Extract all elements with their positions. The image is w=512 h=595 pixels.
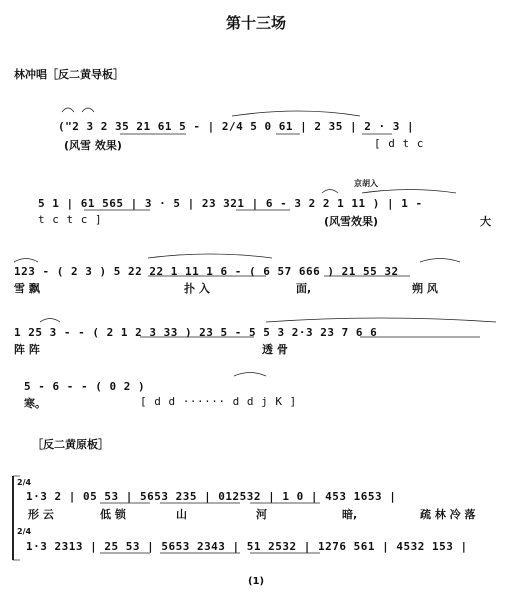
score-line-4: 1 25 3 - - ( 2 1 2 3 33 ) 23 5 - 5 5 3 2·3 23 7 6 6 [14, 326, 378, 339]
aria-header: 林冲唱［反二黄导板］ [14, 68, 124, 81]
banqiang-header: ［反二黄原板］ [32, 438, 109, 451]
slur-line1 [232, 111, 360, 116]
lyrics-line-2-end: 大 [480, 215, 491, 228]
lyrics-line-4a: 阵 阵 [14, 343, 40, 356]
lyrics-row-f: 疏 林 冷 落 [420, 508, 476, 521]
percussion-line-5: [ d d ······ d d j K ] [140, 395, 297, 408]
score-line-2: 5 1 | 61 565 | 3 · 5 | 23 321 | 6 - 3 2 2 1 11 ) | 1 - [38, 197, 423, 210]
time-signature-accomp: 2/4 [17, 527, 32, 536]
lyrics-line-5: 寒。 [24, 397, 46, 410]
score-line-3: 123 - ( 2 3 ) 5 22 22 1 11 1 6 - ( 6 57 666 ) 21 55 32 [14, 265, 399, 278]
lyrics-row-d: 河 [256, 508, 267, 521]
lyrics-line-3b: 扑 入 [184, 282, 210, 295]
percussion-line-1: [ d t c [374, 137, 424, 150]
jinghu-entry-label: 京胡入 [354, 179, 378, 188]
lyrics-line-2: (风雪效果) [324, 215, 379, 228]
score-accompaniment-row: 1·3 2313 | 25 53 | 5653 2343 | 51 2532 | 1276 561 | 4532 153 | [26, 540, 468, 553]
lyrics-line-3a: 雪 飘 [14, 282, 40, 295]
lyrics-line-3d: 朔 风 [412, 282, 438, 295]
score-vocal-row: 1·3 2 | 05 53 | 5653 235 | 012532 | 1 0 | 453 1653 | [26, 490, 397, 503]
lyrics-row-c: 山 [176, 508, 187, 521]
time-signature-vocal: 2/4 [17, 478, 32, 487]
percussion-line-2: t c t c ] [38, 213, 103, 226]
score-line-1: ("2 3 2 35 21 61 5 - | 2/4 5 0 61 | 2 35 | 2 · 3 | [58, 120, 415, 133]
lyrics-line-3c: 面, [296, 282, 312, 295]
lyrics-line-4b: 透 骨 [262, 343, 288, 356]
lyrics-row-a: 形 云 [28, 508, 54, 521]
lyrics-row-b: 低 锁 [100, 508, 126, 521]
lyrics-line-1: (风雪 效果) [64, 139, 122, 152]
score-line-5: 5 - 6 - - ( 0 2 ) [24, 380, 146, 393]
page-number: (1) [247, 576, 265, 587]
lyrics-row-e: 暗, [342, 508, 358, 521]
page-title: 第十三场 [225, 14, 286, 32]
